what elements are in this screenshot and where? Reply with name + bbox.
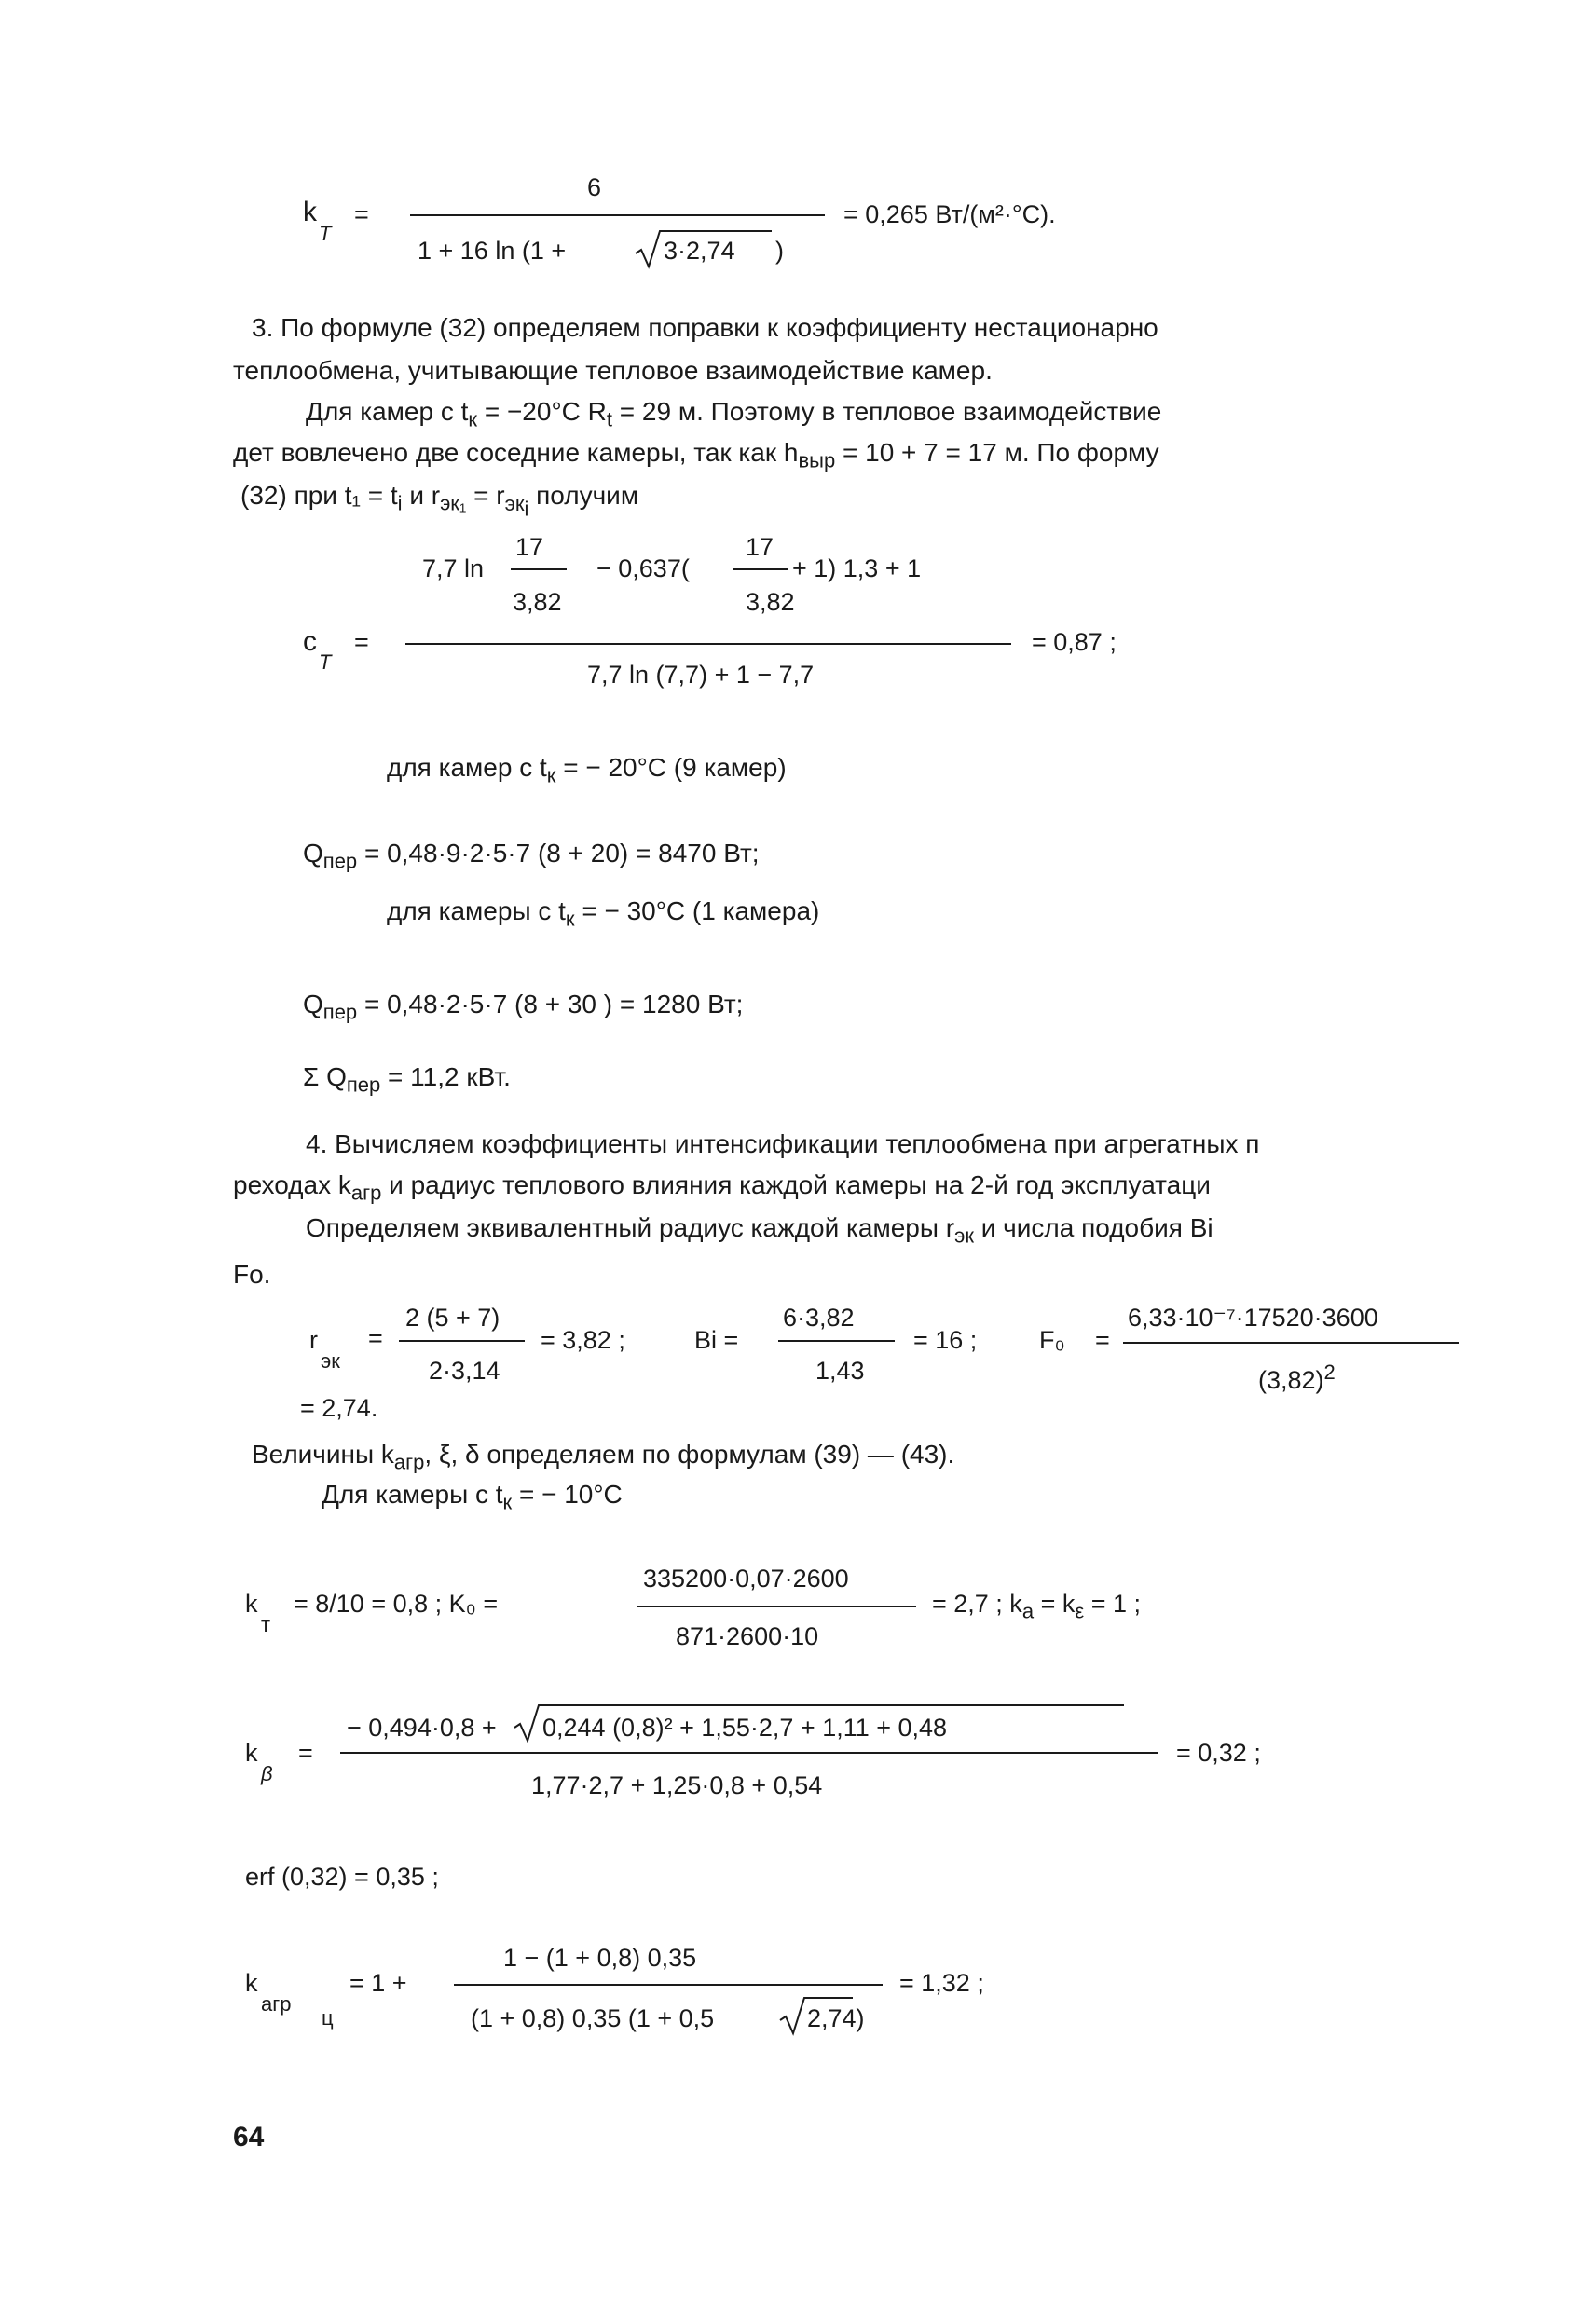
kt-den-prefix: 1 + 16 ln (1 + [418,237,567,265]
ct-num-prefix: 7,7 ln [422,554,485,582]
fo-num: 6,33·10⁻⁷·17520·3600 [1128,1304,1378,1332]
kt-den-root: 3·2,74 [664,237,735,265]
kagr-eq: = 1 + [349,1969,407,1997]
kb-left-sub: β [261,1762,273,1785]
page-number: 64 [233,2122,265,2153]
rek-left: r [309,1326,318,1354]
kagr-left-sub: агр [261,1992,292,2016]
k0-fraction-bar [637,1606,916,1607]
kagr-num: 1 − (1 + 0,8) 0,35 [503,1944,697,1972]
erf-line: erf (0,32) = 0,35 ; [245,1863,439,1891]
rek-num: 2 (5 + 7) [405,1304,500,1332]
kb-fraction-bar [340,1752,1158,1754]
ct-result: = 0,87 ; [1032,628,1117,656]
kb-num-root: 0,244 (0,8)² + 1,55·2,7 + 1,11 + 0,48 [542,1714,948,1742]
k0-den: 871·2600·10 [676,1622,819,1650]
kt-left-sub: T [319,222,332,245]
ct-frac1-bar [511,568,567,570]
ct-left-sub: T [319,650,332,674]
cam20-line: для камер с $t_к$ = − 20°С (9 камер) [387,753,787,787]
ct-num-mid: − 0,637( [596,554,690,582]
fo-fraction-bar [1123,1342,1459,1344]
para3-line1: 3. По формуле (32) определяем поправки к коэффициенту нестационарно [252,313,1158,342]
ct-denominator: 7,7 ln (7,7) + 1 − 7,7 [587,661,815,689]
rek-eq: = [368,1324,383,1352]
para3-line5: (32) при $t_1 = t_i$ и $r_{эк_1} = r_{эк_i}$ получим [240,481,639,520]
kagr-den-prefix: (1 + 0,8) 0,35 (1 + 0,5 [471,2004,715,2032]
kagr-left: k [245,1969,258,1997]
bi-den: 1,43 [815,1357,865,1385]
kagr-left-sub2: ц [322,2006,334,2030]
ct-eq: = [354,628,369,656]
bi-result: = 16 ; [913,1326,978,1354]
para4-line4: Fo. [233,1260,271,1289]
fo-den: $(3,82)^2$ [1258,1360,1336,1394]
kt-numerator: 6 [587,173,602,201]
ct-num-after: + 1) 1,3 + 1 [792,554,922,582]
ct-fraction-bar [405,643,1011,645]
bi-num: 6·3,82 [783,1304,855,1332]
q1-line: $Q_{пер} = 0,48\cdot 9\cdot 2\cdot 5\cdot 7$ (8 + 20) = 8470 Вт; [303,839,760,873]
kt2-part2: = 2,7 ; $k_a = k_\varepsilon = 1$ ; [932,1590,1141,1623]
quantities-line2: Для камеры с $t_к$ = − 10°С [322,1480,623,1514]
ct-left: c [303,626,317,657]
kb-left: k [245,1739,258,1767]
bi-fraction-bar [778,1340,895,1342]
kb-num-prefix: − 0,494·0,8 + [347,1714,497,1742]
kagr-fraction-bar [454,1984,883,1986]
kt2-left-sub: т [261,1613,271,1636]
kb-result: = 0,32 ; [1176,1739,1261,1767]
rek-fraction-bar [399,1340,525,1342]
quantities-line1: Величины $k_{агр}$, ξ, δ определяем по формулам (39) — (43). [252,1440,955,1474]
q2-line: $Q_{пер} = 0,48\cdot 2\cdot 5\cdot 7$ (8 + 30 ) = 1280 Вт; [303,990,744,1024]
para4-line3: Определяем эквивалентный радиус каждой камеры $r_{эк}$ и числа подобия Bi [306,1213,1213,1248]
kt-den-suffix: ) [775,237,784,265]
rek-left-sub: эк [321,1349,340,1373]
kt2-part1: = 8/10 = 0,8 ; K₀ = [294,1590,499,1618]
para3-line4: дет вовлечено две соседние камеры, так как $h_{выр} = 10 + 7 = 17$ м. По форму [233,438,1159,472]
kt-fraction-bar [410,214,825,216]
k0-num: 335200·0,07·2600 [643,1565,849,1593]
kt-left: k [303,197,317,227]
ct-frac2-bar [733,568,788,570]
para4-line1: 4. Вычисляем коэффициенты интенсификации теплообмена при агрегатных п [306,1129,1260,1158]
ct-frac1-den: 3,82 [513,588,562,616]
para3-line2: теплообмена, учитывающие тепловое взаимодействие камер. [233,356,993,385]
ct-frac1-num: 17 [515,533,544,561]
kt-eq: = [354,200,369,228]
cam30-line: для камеры с $t_к$ = − 30°С (1 камера) [387,896,820,931]
fo-result: = 2,74. [300,1394,378,1422]
kagr-den-root: 2,74) [807,2004,865,2032]
para4-line2: реходах $k_{агр}$ и радиус теплового влияния каждой камеры на 2-й год эксплуатаци [233,1170,1211,1205]
para3-line3: Для камер с $t_к = -20^\circ С$ $R_t = 29$ м. Поэтому в тепловое взаимодействие [306,397,1162,431]
kb-eq: = [298,1739,313,1767]
kt2-left: k [245,1590,258,1618]
sum-line: Σ $Q_{пер} = 11,2$ кВт. [303,1062,511,1097]
rek-result: = 3,82 ; [541,1326,625,1354]
rek-den: 2·3,14 [429,1357,500,1385]
ct-frac2-num: 17 [746,533,774,561]
fo-eq: = [1095,1326,1110,1354]
bi-left: Bi = [694,1326,739,1354]
fo-left: F₀ [1039,1326,1065,1354]
kb-den: 1,77·2,7 + 1,25·0,8 + 0,54 [531,1771,823,1799]
kt-result: = 0,265 Вт/(м²·°С). [843,200,1056,228]
kagr-result: = 1,32 ; [899,1969,984,1997]
ct-frac2-den: 3,82 [746,588,795,616]
